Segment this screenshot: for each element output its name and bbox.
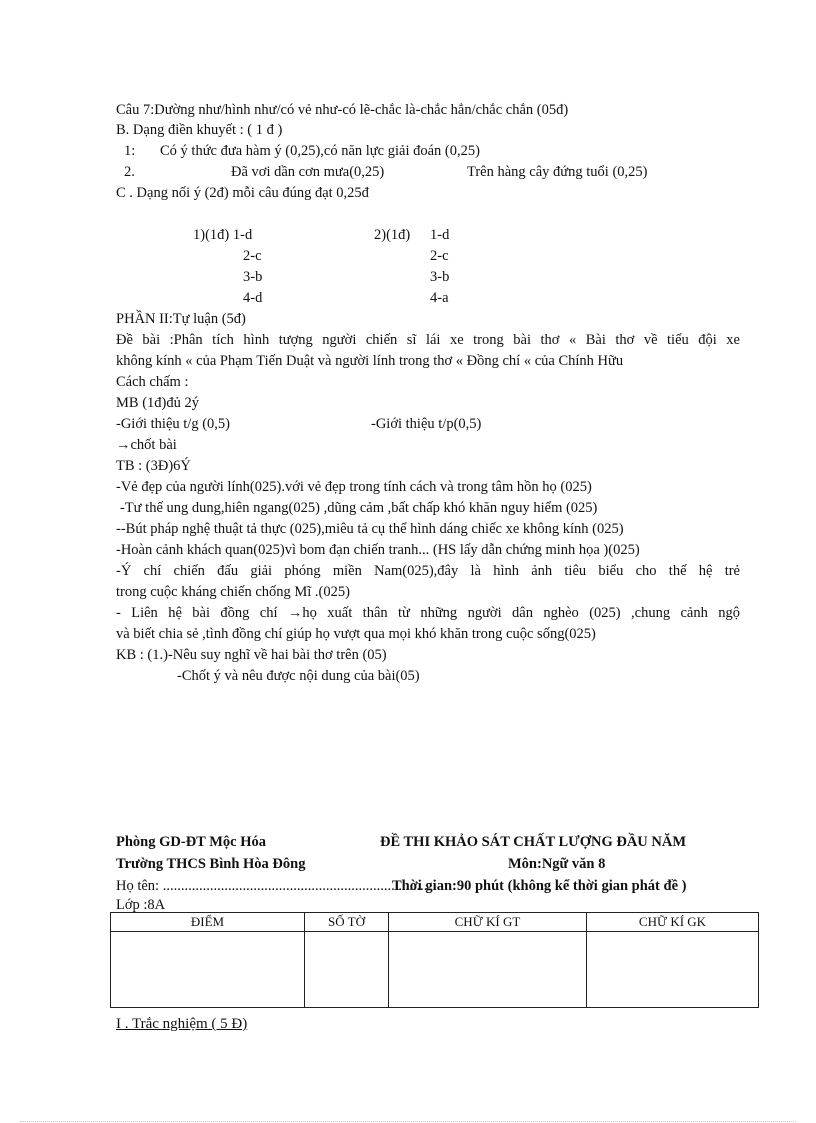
partB-1-number: 1: (124, 143, 136, 159)
exam-title: ĐỀ THI KHẢO SÁT CHẤT LƯỢNG ĐẦU NĂM (380, 834, 687, 850)
match2-item: 4-a (430, 290, 449, 306)
exam-time: Thời gian:90 phút (không kể thời gian phát đề ) (392, 878, 687, 894)
tb-item-5-line2: trong cuộc kháng chiến chống Mĩ .(025) (116, 584, 350, 600)
sheet-count-cell[interactable] (305, 932, 389, 1008)
column-grader-signature: CHỮ KÍ GK (587, 913, 759, 932)
match1-item: 4-d (243, 290, 263, 306)
column-sheet-count: SỐ TỜ (305, 913, 389, 932)
grade-table-body (111, 932, 759, 1008)
page-bottom-divider (20, 1121, 796, 1122)
grader-signature-cell[interactable] (587, 932, 759, 1008)
grade-table (110, 912, 759, 1008)
tb-item-4: -Hoàn cảnh khách quan(025)vì bom đạn chiến tranh... (HS lấy dẫn chứng minh họa )(025) (116, 542, 640, 558)
match1-item: 3-b (243, 269, 263, 285)
column-score: ĐIỂM (111, 913, 305, 932)
partB-2-number: 2. (124, 164, 135, 180)
class-label: Lớp :8A (116, 897, 166, 913)
match2-item: 1-d (430, 227, 450, 243)
section-1-title (116, 1014, 247, 1034)
kb-item: -Chốt ý và nêu được nội dung của bài(05) (177, 668, 420, 684)
answer-cau7: Câu 7:Dường như/hình như/có vẻ như-có lẽ-chắc là-chắc hẳn/chắc chắn (05đ) (116, 102, 569, 118)
mb-item-conclude: →chốt bài (116, 437, 177, 453)
match2-item: 2-c (430, 248, 449, 264)
match1-label: 1)(1đ) 1-d (193, 227, 253, 243)
match1-item: 2-c (243, 248, 262, 264)
column-proctor-signature: CHỮ KÍ GT (389, 913, 587, 932)
partB-1-text: Có ý thức đưa hàm ý (0,25),có năn lực giải đoán (0,25) (160, 143, 480, 159)
header-school: Trường THCS Bình Hòa Đông (116, 856, 306, 872)
partB-title: B. Dạng điền khuyết : ( 1 đ ) (116, 122, 283, 138)
mb-item-work: -Giới thiệu t/p(0,5) (371, 416, 482, 432)
match2-label: 2)(1đ) (374, 227, 411, 243)
mb-heading: MB (1đ)đủ 2ý (116, 395, 199, 411)
score-cell[interactable] (111, 932, 305, 1008)
essay-prompt-line2: không kính « của Phạm Tiến Duật và người lính trong thơ « Đồng chí « của Chính Hữu (116, 353, 624, 369)
essay-part-title: PHẦN II:Tự luận (5đ) (116, 311, 246, 327)
tb-item-5-line1: -Ý chí chiến đấu giải phóng miền Nam(025),đây là hình ảnh tiêu biểu cho thế hệ trẻ (116, 563, 740, 579)
kb-heading: KB : (1.)-Nêu suy nghĩ về hai bài thơ trên (05) (116, 647, 387, 663)
grading-title: Cách chấm : (116, 374, 189, 390)
partB-2-answer-b: Trên hàng cây đứng tuổi (0,25) (467, 164, 648, 180)
tb-item-3: --Bút pháp nghệ thuật tả thực (025),miêu tả cụ thể hình dáng chiếc xe không kính (025) (116, 521, 624, 537)
match2-item: 3-b (430, 269, 450, 285)
tb-item-6-line2: và biết chia sẻ ,tình đồng chí giúp họ vượt qua mọi khó khăn trong cuộc sống(025) (116, 626, 596, 642)
name-field: Họ tên: ......................................................................... (116, 878, 428, 894)
header-department: Phòng GD-ĐT Mộc Hóa (116, 834, 266, 850)
grade-table-header (111, 913, 759, 932)
mb-item-author: -Giới thiệu t/g (0,5) (116, 416, 230, 432)
proctor-signature-cell[interactable] (389, 932, 587, 1008)
essay-prompt-line1: Đề bài :Phân tích hình tượng người chiến sĩ lái xe trong bài thơ « Bài thơ về tiểu đội xe (116, 332, 740, 348)
tb-item-2: -Tư thế ung dung,hiên ngang(025) ,dũng cảm ,bất chấp khó khăn nguy hiểm (025) (120, 500, 598, 516)
partB-2-answer-a: Đã vơi dần cơn mưa(0,25) (231, 164, 385, 180)
tb-item-1: -Vẻ đẹp của người lính(025).với vẻ đẹp trong tính cách và trong tâm hồn họ (025) (116, 479, 592, 495)
tb-heading: TB : (3Đ)6Ý (116, 458, 191, 474)
tb-item-6-line1: - Liên hệ bài đồng chí →họ xuất thân từ những người dân nghèo (025) ,chung cảnh ngộ (116, 605, 740, 621)
exam-subject: Môn:Ngữ văn 8 (508, 856, 606, 872)
partC-title: C . Dạng nối ý (2đ) mỗi câu đúng đạt 0,25đ (116, 185, 369, 201)
section-1-text: I . Trắc nghiệm ( 5 Đ) (116, 1016, 248, 1032)
